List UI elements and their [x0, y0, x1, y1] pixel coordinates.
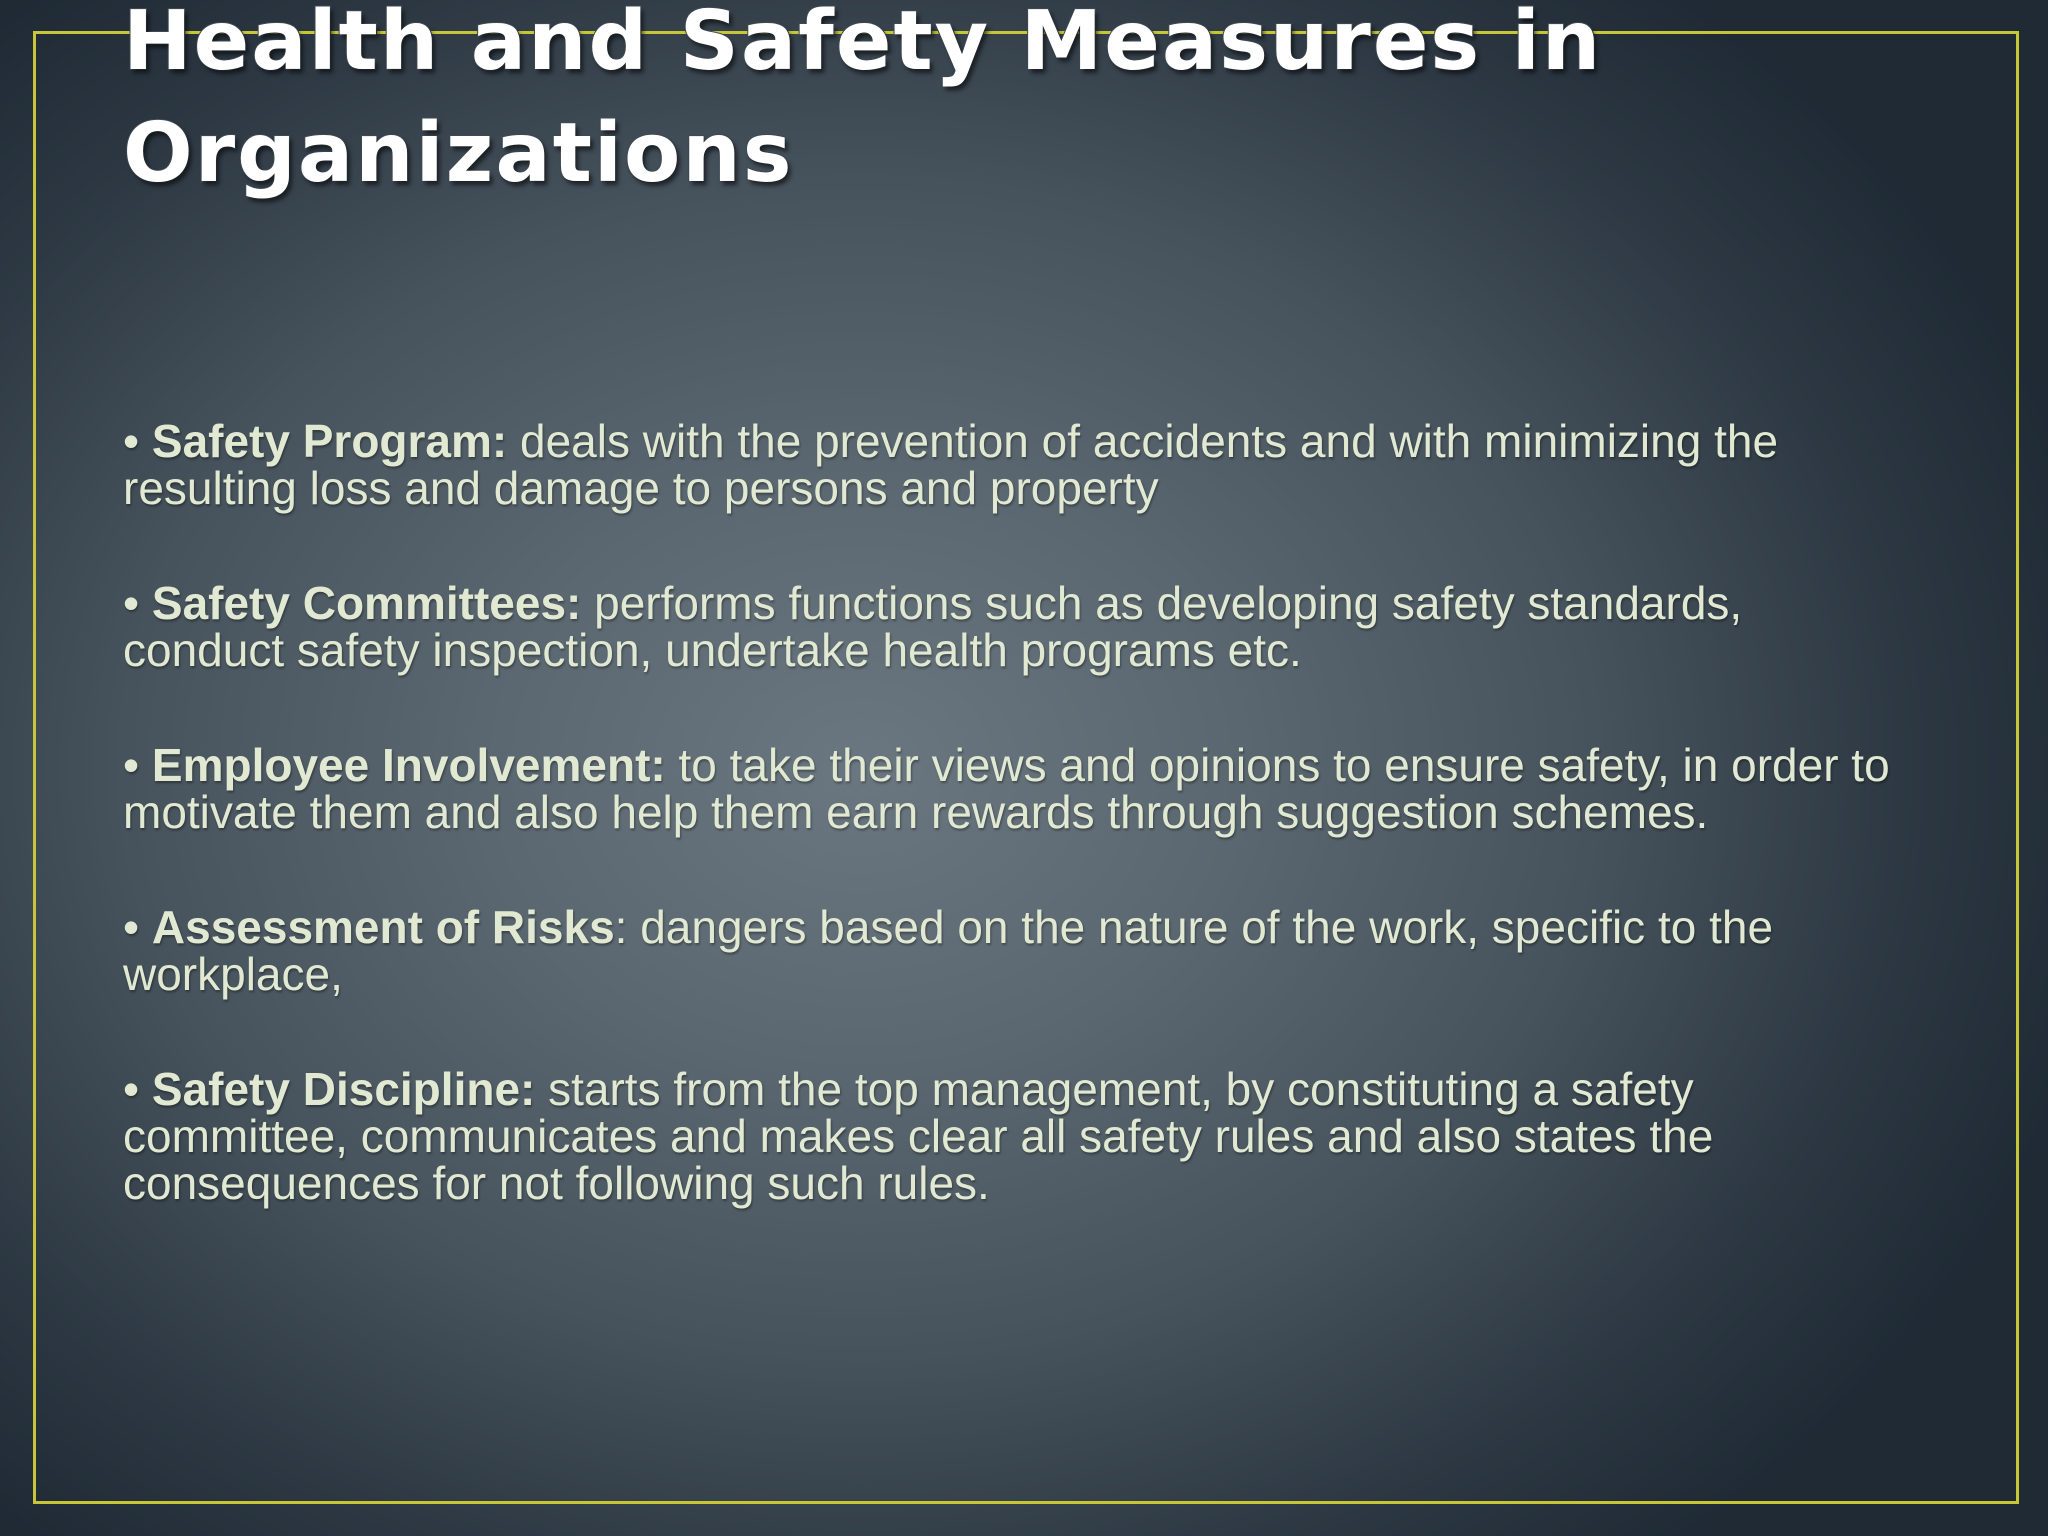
bullet-item-safety-discipline: [123, 1063, 1903, 1209]
bullet-marker: •: [123, 1063, 152, 1115]
bullet-list: [123, 415, 1903, 1275]
bullet-text: deals with the prevention of accidents and with minimizing the resulting loss and damage to persons and property: [123, 415, 1779, 514]
bullet-marker: •: [123, 577, 152, 629]
bullet-marker: •: [123, 739, 152, 791]
bullet-item-assessment-of-risks: [123, 901, 1903, 1000]
bullet-term: Assessment of Risks: [151, 901, 615, 953]
bullet-term: Employee Involvement:: [151, 739, 666, 791]
slide-title: Health and Safety Measures in Organizations: [123, 0, 1603, 201]
bullet-text: starts from the top management, by constituting a safety committee, communicates and makes clear all safety rules and also states the consequences for not following such rules.: [123, 1063, 1714, 1209]
bullet-term: Safety Committees:: [151, 577, 582, 629]
bullet-item-employee-involvement: [123, 739, 1903, 838]
bullet-item-safety-committees: [123, 577, 1903, 676]
bullet-text: performs functions such as developing safety standards, conduct safety inspection, undertake health programs etc.: [123, 577, 1743, 676]
bullet-item-safety-program: [123, 415, 1903, 514]
bullet-text: to take their views and opinions to ensure safety, in order to motivate them and also help them earn rewards through suggestion schemes.: [123, 739, 1890, 838]
bullet-term: Safety Discipline:: [151, 1063, 536, 1115]
bullet-term: Safety Program:: [151, 415, 508, 467]
bullet-marker: •: [123, 901, 152, 953]
bullet-text: : dangers based on the nature of the work, specific to the workplace,: [123, 901, 1774, 1000]
bullet-marker: •: [123, 415, 152, 467]
